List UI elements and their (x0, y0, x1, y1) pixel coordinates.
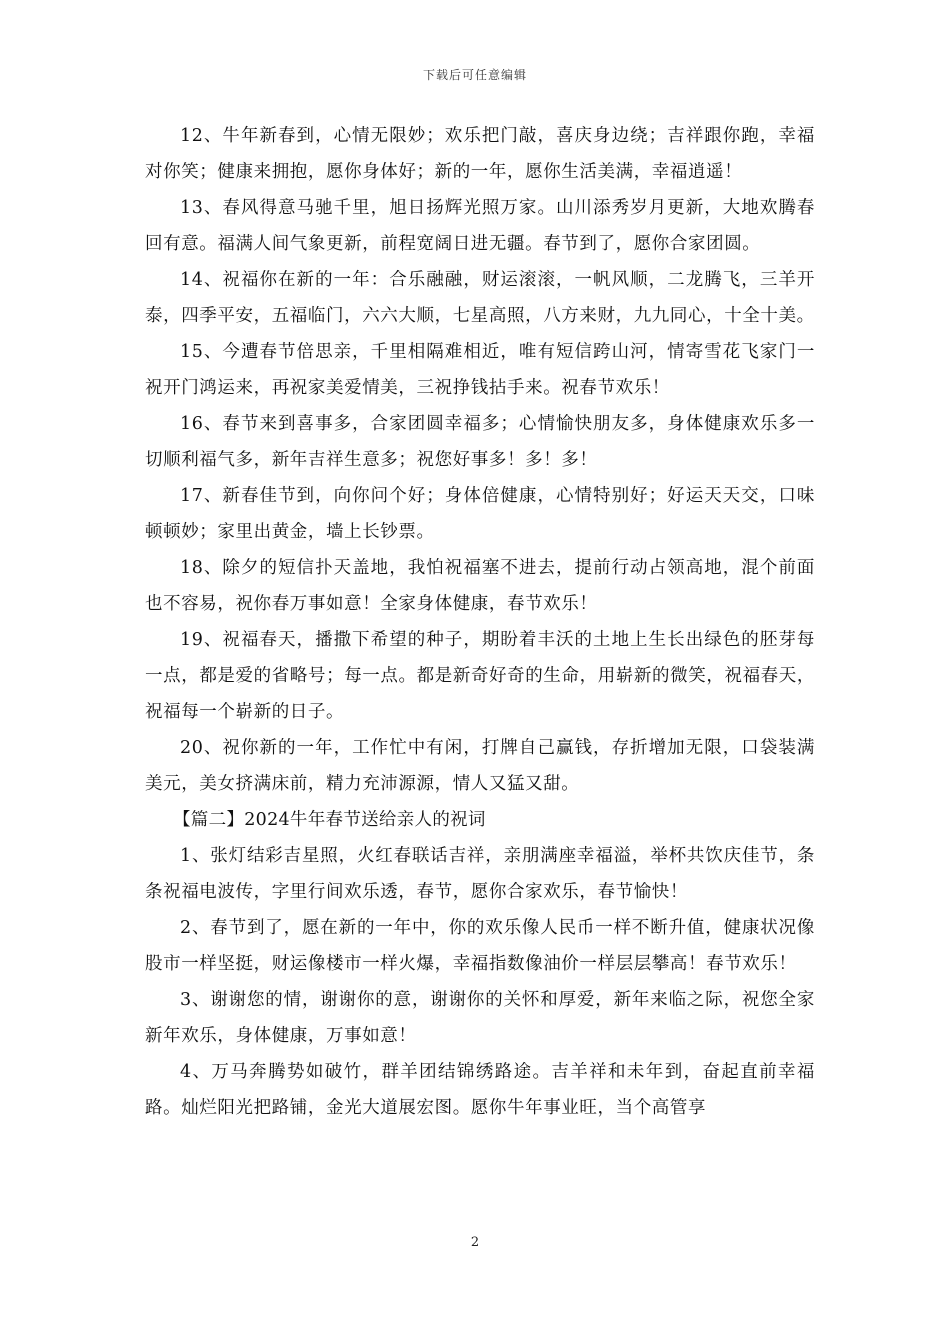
page-number: 2 (470, 1235, 480, 1250)
paragraph: 15、今遭春节倍思亲，千里相隔难相近，唯有短信跨山河，情寄雪花飞家门一祝开门鸿运来，再祝家美爱情美，三祝挣钱拈手来。祝春节欢乐！ (145, 342, 815, 398)
paragraph: 18、除夕的短信扑天盖地，我怕祝福塞不进去，提前行动占领高地，混个前面也不容易，祝你春万事如意！全家身体健康，春节欢乐！ (145, 558, 815, 614)
paragraph: 3、谢谢您的情，谢谢你的意，谢谢你的关怀和厚爱，新年来临之际，祝您全家新年欢乐，身体健康，万事如意！ (145, 990, 815, 1046)
paragraph: 16、春节来到喜事多，合家团圆幸福多；心情愉快朋友多，身体健康欢乐多一切顺利福气多，新年吉祥生意多；祝您好事多！多！多！ (145, 414, 815, 470)
paragraph: 14、祝福你在新的一年：合乐融融，财运滚滚，一帆风顺，二龙腾飞，三羊开泰，四季平安，五福临门，六六大顺，七星高照，八方来财，九九同心，十全十美。 (145, 270, 815, 326)
page-header: 下载后可任意编辑 (422, 68, 527, 82)
paragraph: 13、春风得意马驰千里，旭日扬辉光照万家。山川添秀岁月更新，大地欢腾春回有意。福满人间气象更新，前程宽阔日进无疆。春节到了，愿你合家团圆。 (145, 198, 815, 254)
paragraph: 19、祝福春天，播撒下希望的种子，期盼着丰沃的土地上生长出绿色的胚芽每一点，都是爱的省略号；每一点。都是新奇好奇的生命，用崭新的微笑，祝福春天，祝福每一个崭新的日子。 (145, 630, 815, 722)
paragraph: 12、牛年新春到，心情无限妙；欢乐把门敲，喜庆身边绕；吉祥跟你跑，幸福对你笑；健康来拥抱，愿你身体好；新的一年，愿你生活美满，幸福逍遥！ (145, 126, 815, 182)
paragraph: 2、春节到了，愿在新的一年中，你的欢乐像人民币一样不断升值，健康状况像股市一样坚挺，财运像楼市一样火爆，幸福指数像油价一样层层攀高！春节欢乐！ (145, 918, 815, 974)
section-heading: 【篇二】2024牛年春节送给亲人的祝词 (173, 810, 486, 830)
paragraph: 20、祝你新的一年，工作忙中有闲，打牌自己赢钱，存折增加无限，口袋装满美元，美女挤满床前，精力充沛源源，情人又猛又甜。 (145, 738, 815, 794)
paragraph: 4、万马奔腾势如破竹，群羊团结锦绣路途。吉羊祥和未年到，奋起直前幸福路。灿烂阳光把路铺，金光大道展宏图。愿你牛年事业旺，当个高管享 (145, 1062, 815, 1118)
paragraph: 1、张灯结彩吉星照，火红春联话吉祥，亲朋满座幸福溢，举杯共饮庆佳节，条条祝福电波传，字里行间欢乐透，春节，愿你合家欢乐，春节愉快！ (145, 846, 815, 902)
document-body (145, 118, 815, 1126)
paragraph: 17、新春佳节到，向你问个好；身体倍健康，心情特别好；好运天天交，口味顿顿妙；家里出黄金，墙上长钞票。 (145, 486, 815, 542)
